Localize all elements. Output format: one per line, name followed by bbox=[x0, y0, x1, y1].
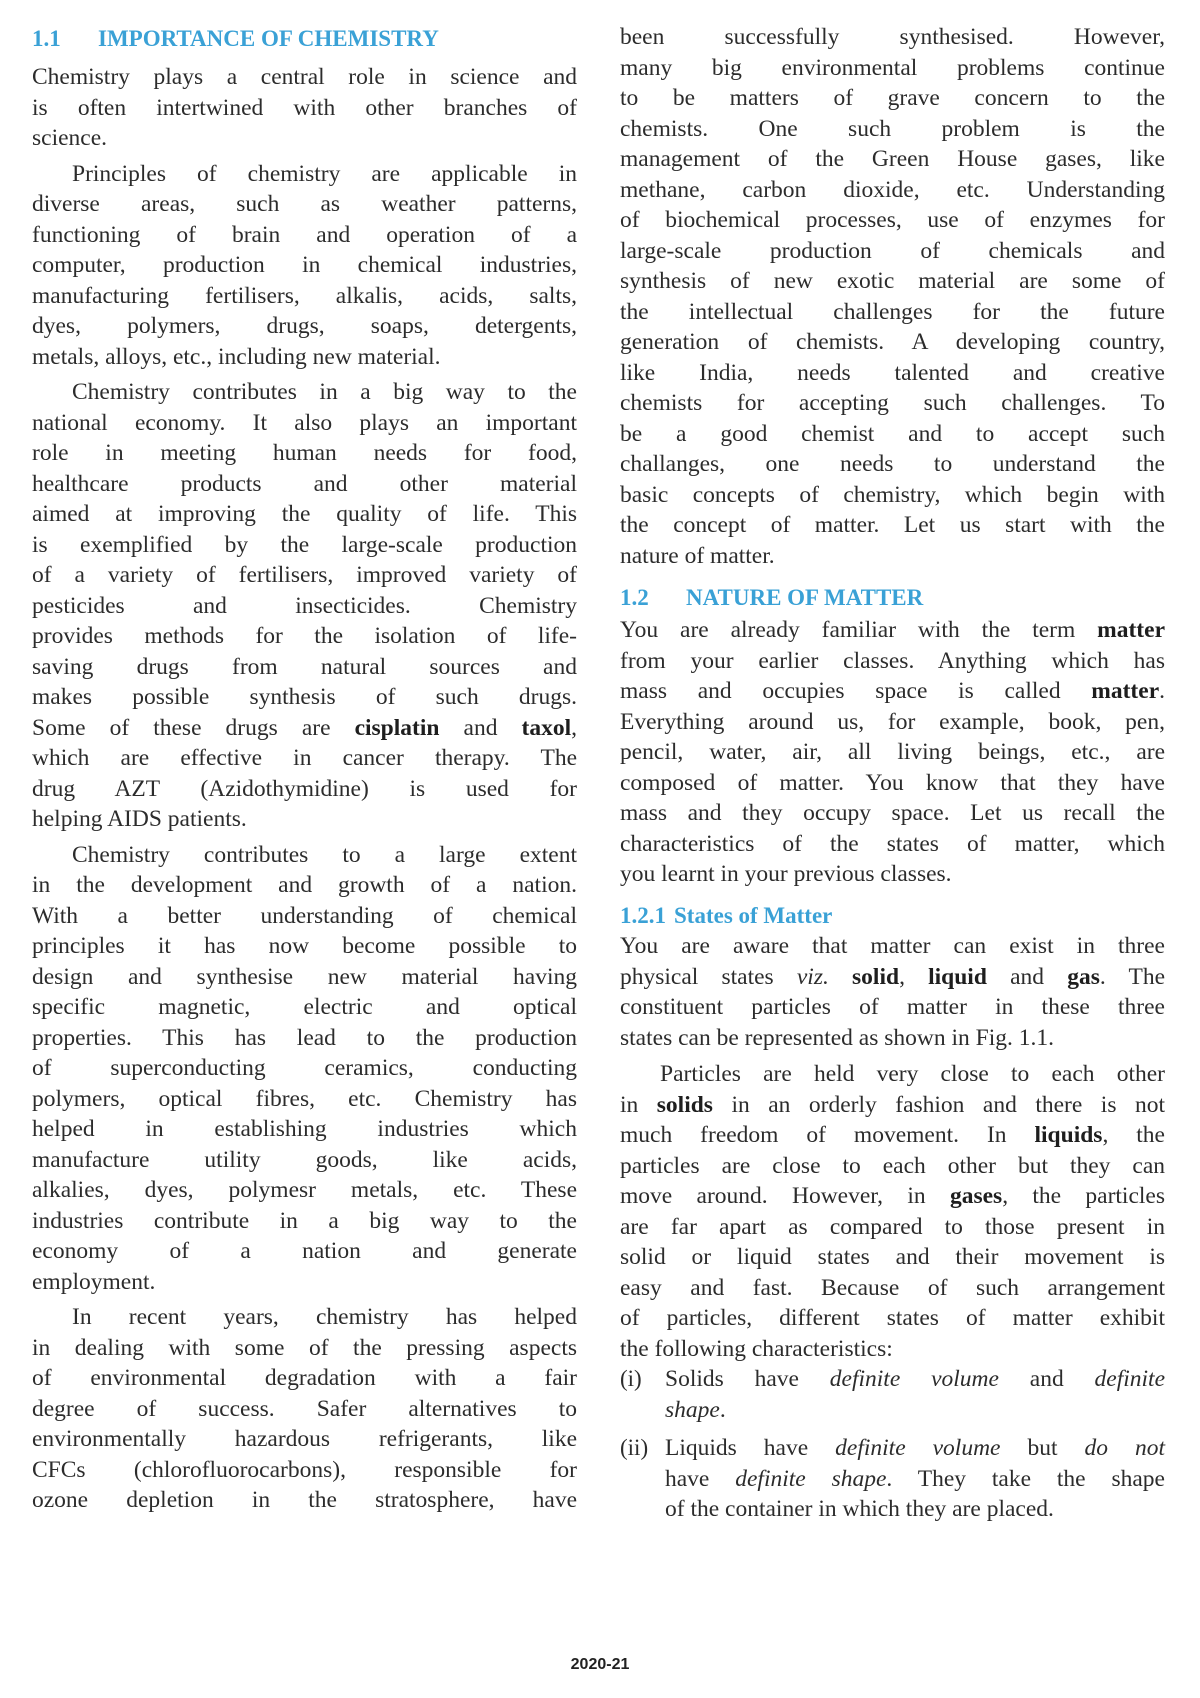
text-line: large-scale production of chemicals and bbox=[620, 237, 1165, 264]
text-line bbox=[620, 615, 1165, 646]
text-run: . bbox=[1159, 678, 1165, 704]
text-line: composed of matter. You know that they have bbox=[620, 769, 1165, 796]
text-line: particles are close to each other but they can bbox=[620, 1152, 1165, 1179]
text-line: helping AIDS patients. bbox=[32, 806, 247, 832]
text-line: constituent particles of matter in these three bbox=[620, 994, 1165, 1020]
text-run bbox=[829, 964, 852, 990]
text-run: Some of these drugs are bbox=[32, 714, 355, 741]
paragraph bbox=[620, 615, 1165, 890]
states-of-matter-intro bbox=[620, 931, 1165, 1053]
text-line: are far apart as compared to those present in bbox=[620, 1213, 1165, 1240]
text-line: the concept of matter. Let us start with the bbox=[620, 512, 1165, 538]
bold-term: matter bbox=[1091, 678, 1160, 704]
bold-term: solid bbox=[852, 963, 900, 990]
text-line: healthcare products and other material bbox=[32, 470, 577, 497]
text-run: but bbox=[1000, 1435, 1085, 1461]
bold-term: gas bbox=[1067, 963, 1100, 990]
text-line: provides methods for the isolation of life- bbox=[32, 623, 577, 649]
bold-term: liquids bbox=[1034, 1122, 1103, 1148]
text-line: With a better understanding of chemical bbox=[32, 902, 577, 929]
italic-term: definite volume bbox=[829, 1366, 999, 1392]
text-run: Solids have bbox=[665, 1366, 830, 1392]
text-line bbox=[620, 962, 1165, 993]
bold-term: liquid bbox=[928, 963, 987, 990]
paragraph bbox=[620, 931, 1165, 1053]
particles-paragraph bbox=[620, 1059, 1165, 1364]
text-line: metals, alloys, etc., including new material. bbox=[32, 343, 441, 370]
text-line: In recent years, chemistry has helped bbox=[72, 1304, 577, 1330]
text-run: . The bbox=[1099, 963, 1165, 990]
italic-term: definite bbox=[1094, 1366, 1166, 1392]
text-run: , the bbox=[1102, 1122, 1165, 1148]
text-line: functioning of brain and operation of a bbox=[32, 221, 577, 248]
text-line: in the development and growth of a nation. bbox=[32, 872, 577, 898]
text-line: national economy. It also plays an important bbox=[32, 409, 577, 436]
text-line: of a variety of fertilisers, improved variety of bbox=[32, 562, 577, 588]
text-line bbox=[665, 1464, 1165, 1495]
text-line: of superconducting ceramics, conducting bbox=[32, 1055, 577, 1081]
characteristics-list bbox=[620, 1364, 1165, 1525]
text-run: physical states bbox=[620, 963, 797, 990]
text-run: have bbox=[665, 1465, 736, 1492]
paragraph bbox=[32, 377, 577, 835]
section-title: NATURE OF MATTER bbox=[686, 585, 924, 610]
list-item bbox=[620, 1433, 1165, 1525]
text-line: degree of success. Safer alternatives to bbox=[32, 1395, 577, 1422]
text-line bbox=[665, 1433, 1165, 1464]
italic-term: do not bbox=[1084, 1435, 1166, 1461]
importance-body bbox=[32, 62, 577, 1516]
text-line: specific magnetic, electric and optical bbox=[32, 994, 577, 1020]
paragraph bbox=[32, 62, 577, 154]
text-line: easy and fast. Because of such arrangement bbox=[620, 1274, 1165, 1301]
text-line: methane, carbon dioxide, etc. Understanding bbox=[620, 176, 1165, 203]
footer-year: 2020-21 bbox=[570, 1656, 630, 1673]
text-line: is often intertwined with other branches of bbox=[32, 94, 577, 121]
text-run: and bbox=[986, 963, 1068, 990]
text-line: manufacturing fertilisers, alkalis, acids, salts, bbox=[32, 282, 577, 309]
text-run: in bbox=[620, 1091, 657, 1118]
section-number: 1.1 bbox=[32, 26, 61, 51]
continued-text bbox=[620, 22, 1165, 571]
text-line: diverse areas, such as weather patterns, bbox=[32, 191, 577, 217]
text-run: in an orderly fashion and there is not bbox=[712, 1091, 1165, 1118]
text-line: which are effective in cancer therapy. The bbox=[32, 745, 577, 771]
text-line: Chemistry plays a central role in science and bbox=[32, 64, 577, 90]
text-line: science. bbox=[32, 125, 108, 151]
text-line: dyes, polymers, drugs, soaps, detergents, bbox=[32, 313, 577, 339]
text-line: many big environmental problems continue bbox=[620, 54, 1165, 81]
text-line bbox=[665, 1395, 1165, 1426]
text-run: Liquids have bbox=[665, 1435, 836, 1461]
bold-term: taxol bbox=[521, 714, 572, 741]
text-line: solid or liquid states and their movement is bbox=[620, 1244, 1165, 1270]
text-run: , the particles bbox=[1002, 1183, 1166, 1209]
text-line: basic concepts of chemistry, which begin with bbox=[620, 481, 1165, 508]
text-run: and bbox=[439, 714, 522, 741]
list-marker: (ii) bbox=[620, 1435, 649, 1460]
text-line: of biochemical processes, use of enzymes for bbox=[620, 207, 1165, 233]
text-line: of the container in which they are placed. bbox=[665, 1496, 1054, 1522]
text-line: challanges, one needs to understand the bbox=[620, 451, 1165, 477]
text-line: alkalies, dyes, polymesr metals, etc. These bbox=[32, 1177, 577, 1203]
text-line: economy of a nation and generate bbox=[32, 1238, 577, 1264]
bold-term: solids bbox=[656, 1091, 713, 1118]
text-line: principles it has now become possible to bbox=[32, 933, 577, 959]
paragraph bbox=[32, 1302, 577, 1516]
text-line bbox=[620, 676, 1165, 707]
text-line: the intellectual challenges for the future bbox=[620, 298, 1165, 325]
text-line: pesticides and insecticides. Chemistry bbox=[32, 592, 577, 619]
section-title: IMPORTANCE OF CHEMISTRY bbox=[98, 26, 439, 51]
text-line: mass and they occupy space. Let us recall the bbox=[620, 800, 1165, 826]
text-line: environmentally hazardous refrigerants, like bbox=[32, 1426, 577, 1452]
text-line: like India, needs talented and creative bbox=[620, 359, 1165, 386]
section-title: States of Matter bbox=[674, 903, 833, 928]
text-line: Principles of chemistry are applicable in bbox=[72, 160, 577, 187]
text-line: management of the Green House gases, like bbox=[620, 146, 1165, 172]
text-line: Chemistry contributes in a big way to the bbox=[72, 379, 577, 405]
text-run: . They take the shape bbox=[886, 1465, 1165, 1492]
text-line: states can be represented as shown in Fig. 1.1. bbox=[620, 1024, 1054, 1051]
text-line bbox=[665, 1364, 1165, 1395]
text-line: ozone depletion in the stratosphere, have bbox=[32, 1487, 577, 1513]
list-item bbox=[620, 1364, 1165, 1425]
text-line: chemists. One such problem is the bbox=[620, 115, 1165, 142]
text-run: mass and occupies space is called bbox=[620, 678, 1092, 704]
paragraph bbox=[620, 1059, 1165, 1364]
text-line: aimed at improving the quality of life. This bbox=[32, 501, 577, 527]
italic-term: viz. bbox=[796, 963, 829, 990]
text-line: computer, production in chemical industries, bbox=[32, 252, 577, 278]
bold-term: cisplatin bbox=[354, 714, 440, 741]
text-line: from your earlier classes. Anything which has bbox=[620, 647, 1165, 674]
paragraph bbox=[32, 840, 577, 1298]
text-line: you learnt in your previous classes. bbox=[620, 861, 952, 887]
text-line: of particles, different states of matter exhibit bbox=[620, 1305, 1165, 1331]
text-line: Particles are held very close to each other bbox=[660, 1061, 1165, 1087]
nature-of-matter-body bbox=[620, 615, 1165, 890]
text-line: helped in establishing industries which bbox=[32, 1116, 577, 1142]
text-run: , bbox=[571, 714, 577, 741]
bold-term: gases bbox=[949, 1183, 1003, 1209]
text-line bbox=[620, 1181, 1165, 1212]
text-line: of environmental degradation with a fair bbox=[32, 1365, 577, 1391]
text-line: is exemplified by the large-scale production bbox=[32, 531, 577, 558]
text-line: makes possible synthesis of such drugs. bbox=[32, 684, 577, 710]
text-line: nature of matter. bbox=[620, 542, 775, 569]
section-number: 1.2 bbox=[620, 585, 649, 610]
text-line bbox=[32, 713, 577, 744]
text-line: design and synthesise new material having bbox=[32, 963, 577, 990]
italic-term: definite shape bbox=[735, 1465, 887, 1492]
text-line: manufacture utility goods, like acids, bbox=[32, 1146, 577, 1173]
text-line: You are aware that matter can exist in three bbox=[620, 933, 1165, 959]
text-line: the following characteristics: bbox=[620, 1335, 893, 1362]
italic-term: shape bbox=[665, 1396, 720, 1423]
text-run: , bbox=[899, 963, 929, 990]
text-line: industries contribute in a big way to the bbox=[32, 1207, 577, 1234]
text-line: generation of chemists. A developing country, bbox=[620, 329, 1165, 355]
bold-term: matter bbox=[1097, 617, 1165, 643]
section-heading-1-2 bbox=[620, 583, 1165, 613]
text-line bbox=[620, 1120, 1165, 1151]
text-run: You are already familiar with the term bbox=[620, 617, 1098, 643]
text-line: saving drugs from natural sources and bbox=[32, 653, 577, 680]
text-line: be a good chemist and to accept such bbox=[620, 420, 1165, 447]
italic-term: definite volume bbox=[835, 1435, 1001, 1461]
text-line: pencil, water, air, all living beings, etc., are bbox=[620, 739, 1165, 765]
text-line: Chemistry contributes to a large extent bbox=[72, 841, 577, 868]
text-run: move around. However, in bbox=[620, 1183, 950, 1209]
text-line: synthesis of new exotic material are some of bbox=[620, 268, 1165, 294]
text-run: much freedom of movement. In bbox=[620, 1122, 1035, 1148]
text-line: to be matters of grave concern to the bbox=[620, 85, 1165, 111]
paragraph bbox=[620, 22, 1165, 571]
text-line: characteristics of the states of matter, which bbox=[620, 830, 1165, 857]
text-line: been successfully synthesised. However, bbox=[620, 24, 1165, 50]
list-marker: (i) bbox=[620, 1366, 642, 1391]
text-line: in dealing with some of the pressing aspects bbox=[32, 1334, 577, 1361]
paragraph bbox=[32, 159, 577, 373]
text-line: chemists for accepting such challenges. To bbox=[620, 390, 1165, 416]
section-number: 1.2.1 bbox=[620, 903, 666, 928]
text-line: employment. bbox=[32, 1268, 156, 1295]
text-run: and bbox=[998, 1366, 1095, 1392]
text-line: properties. This has lead to the production bbox=[32, 1024, 577, 1051]
text-run: . bbox=[719, 1396, 726, 1423]
text-line bbox=[620, 1090, 1165, 1121]
text-line: role in meeting human needs for food, bbox=[32, 440, 577, 466]
text-line: polymers, optical fibres, etc. Chemistry has bbox=[32, 1085, 577, 1112]
text-line: drug AZT (Azidothymidine) is used for bbox=[32, 775, 577, 802]
section-heading-1-2-1 bbox=[620, 901, 1165, 931]
section-heading-1-1 bbox=[32, 24, 577, 54]
text-line: Everything around us, for example, book, pen, bbox=[620, 708, 1165, 735]
text-line: CFCs (chlorofluorocarbons), responsible for bbox=[32, 1456, 577, 1483]
